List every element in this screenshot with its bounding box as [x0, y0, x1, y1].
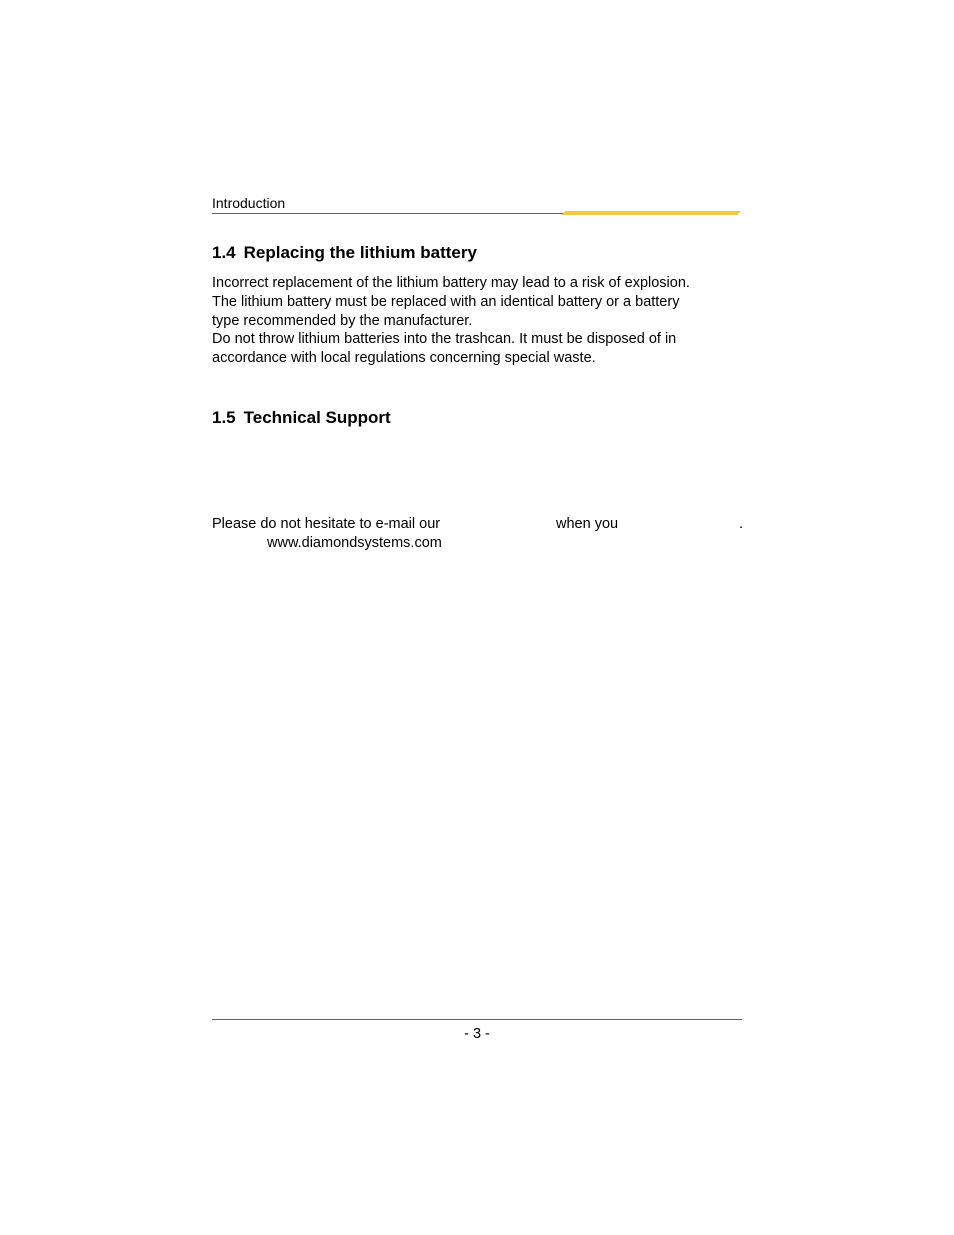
paragraph-line: The lithium battery must be replaced with an identical battery or a battery — [212, 293, 680, 310]
page-number: - 3 - — [464, 1026, 490, 1042]
website-link[interactable]: www.diamondsystems.com — [267, 535, 442, 551]
running-header: Introduction — [212, 195, 286, 211]
section-heading-battery — [212, 243, 477, 263]
support-text-part1: Please do not hesitate to e-mail our — [212, 516, 441, 532]
paragraph-line: Do not throw lithium batteries into the trashcan. It must be disposed of in — [212, 331, 677, 348]
support-text-period: . — [739, 516, 744, 532]
support-text-part2: when you — [556, 516, 619, 532]
paragraph-line: type recommended by the manufacturer. — [212, 312, 473, 329]
section-title: Replacing the lithium battery — [243, 243, 477, 262]
paragraph-line: accordance with local regulations concerning special waste. — [212, 350, 596, 367]
battery-paragraph — [212, 274, 772, 368]
section-number: 1.4 — [212, 243, 236, 262]
section-heading-support — [212, 408, 391, 428]
header-accent-bar — [562, 211, 741, 215]
footer-rule — [212, 1019, 742, 1020]
paragraph-line: Incorrect replacement of the lithium battery may lead to a risk of explosion. — [212, 275, 690, 291]
section-title: Technical Support — [243, 408, 391, 427]
header-rule — [212, 213, 564, 214]
section-number: 1.5 — [212, 408, 236, 427]
